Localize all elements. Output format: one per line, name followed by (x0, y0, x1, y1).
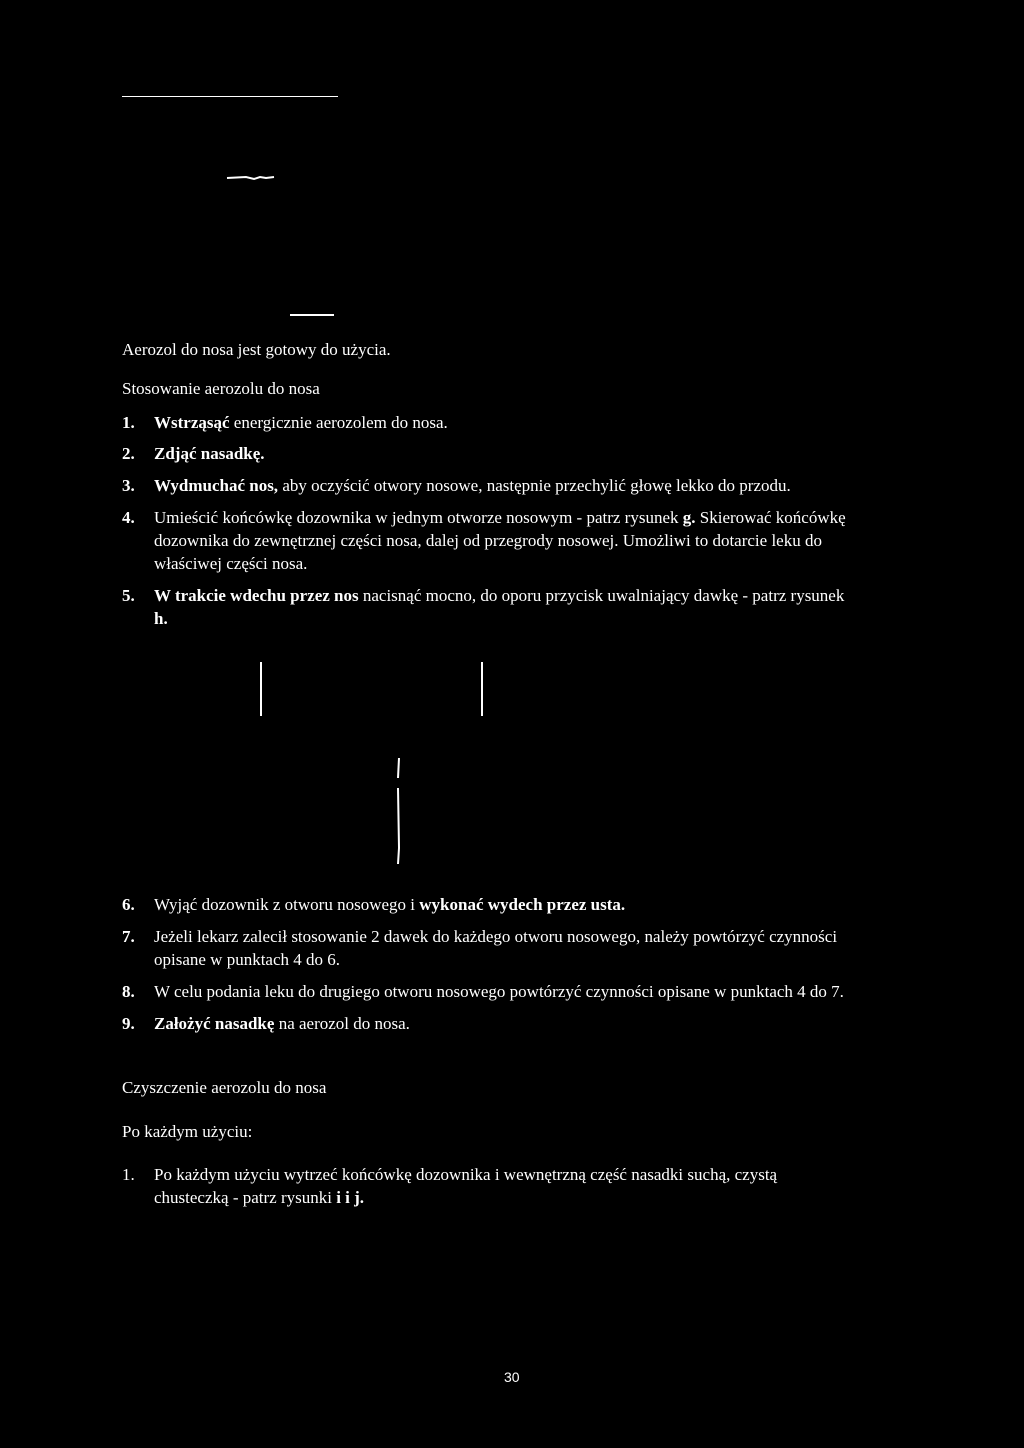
step-1-rest: energicznie aerozolem do nosa. (229, 413, 448, 432)
step-2-number: 2. (122, 444, 135, 463)
figure-f-bottom-rule (290, 314, 334, 316)
cleaning-step-1-line-1: Po każdym użyciu wytrzeć końcówkę dozownika i wewnętrzną część nasadki suchą, czystą (154, 1165, 778, 1184)
step-3-text (154, 474, 791, 497)
step-7-line-1: Jeżeli lekarz zalecił stosowanie 2 dawek do każdego otworu nosowego, należy powtórzyć czynności (154, 927, 838, 946)
cleaning-step-1-line-2 (154, 1186, 364, 1209)
ready-text: Aerozol do nosa jest gotowy do użycia. (122, 340, 391, 359)
step-8-number: 8. (122, 982, 135, 1001)
step-7-number: 7. (122, 927, 135, 946)
step-4-line-1-rest: Skierować końcówkę (695, 508, 846, 527)
cleaning-step-1-figure-ref: i i j. (336, 1188, 365, 1207)
step-5-rest: nacisnąć mocno, do oporu przycisk uwalniający dawkę - patrz rysunek (358, 586, 845, 605)
step-6-bold: wykonać wydech przez usta. (419, 895, 626, 914)
cleaning-step-1-line-2-text: chusteczką - patrz rysunki (154, 1188, 337, 1207)
figure-g-edge (260, 662, 262, 716)
step-7-line-2: opisane w punktach 4 do 6. (154, 950, 341, 969)
step-5-line-1 (154, 584, 844, 607)
step-1-bold: Wstrząsąć (154, 413, 230, 432)
step-3-bold: Wydmuchać nos, (154, 476, 279, 495)
usage-heading: Stosowanie aerozolu do nosa (122, 379, 320, 398)
top-figure-rule (122, 96, 338, 97)
step-9-text (154, 1012, 410, 1035)
step-6-number: 6. (122, 895, 135, 914)
step-4-line-2: dozownika do zewnętrznej części nosa, dalej od przegrody nosowej. Umożliwi to dotarcie leku do (154, 531, 822, 550)
step-5-number: 5. (122, 586, 135, 605)
step-8-text: W celu podania leku do drugiego otworu nosowego powtórzyć czynności opisane w punktach 4 do 7. (154, 982, 844, 1001)
step-1-number: 1. (122, 413, 135, 432)
step-4-line-1-text: Umieścić końcówkę dozownika w jednym otworze nosowym - patrz rysunek (154, 508, 683, 527)
cleaning-heading: Czyszczenie aerozolu do nosa (122, 1078, 327, 1097)
cleaning-subheading: Po każdym użyciu: (122, 1122, 253, 1141)
page-number: 30 (504, 1369, 520, 1385)
step-3-rest: aby oczyścić otwory nosowe, następnie przechylić głowę lekko do przodu. (278, 476, 791, 495)
step-4-line-3: właściwej części nosa. (154, 554, 308, 573)
step-6-pre: Wyjąć dozownik z otworu nosowego i (154, 895, 420, 914)
step-5-bold: W trakcie wdechu przez nos (154, 586, 359, 605)
step-1-text (154, 411, 448, 434)
step-9-rest: na aerozol do nosa. (274, 1014, 410, 1033)
step-6-text (154, 893, 625, 916)
step-4-figure-ref: g. (682, 508, 696, 527)
step-9-bold: Założyć nasadkę (154, 1014, 275, 1033)
cleaning-step-1-number: 1. (122, 1165, 135, 1184)
figure-h-lower-edge (394, 756, 404, 866)
step-5-figure-ref: h. (154, 609, 168, 628)
figure-f-fragment (226, 174, 278, 182)
step-3-number: 3. (122, 476, 135, 495)
step-4-number: 4. (122, 508, 135, 527)
step-2-bold: Zdjąć nasadkę. (154, 444, 265, 463)
step-9-number: 9. (122, 1014, 135, 1033)
step-2-text (154, 442, 265, 465)
step-4-line-1 (154, 506, 846, 529)
figure-h-edge (481, 662, 483, 716)
